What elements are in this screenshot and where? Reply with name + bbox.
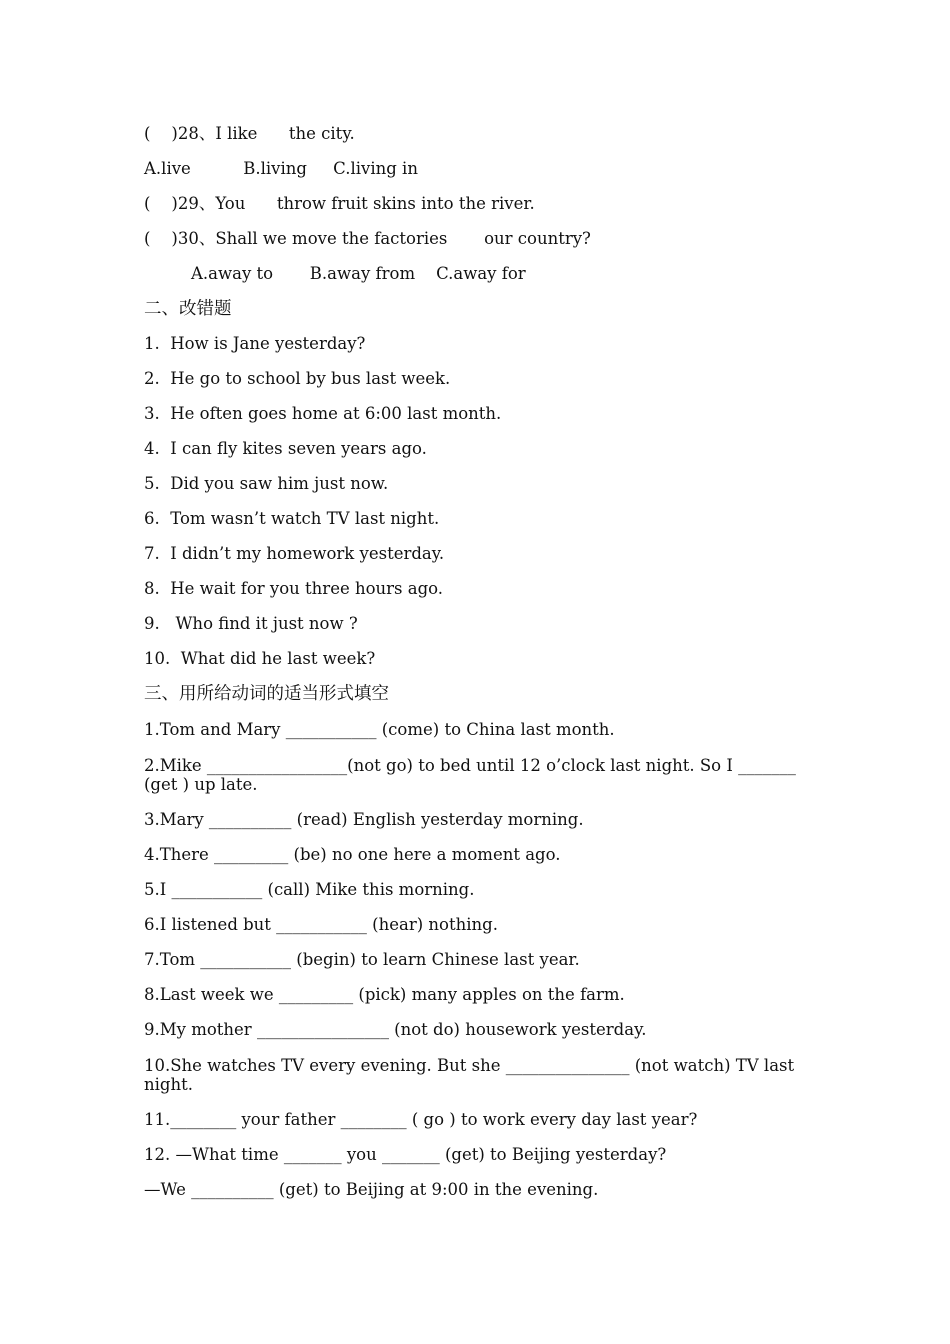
fill-item: 10.She watches TV every evening. But she _______________ (not watch) TV last night. [144, 1056, 800, 1094]
error-item: 2. He go to school by bus last week. [144, 369, 451, 388]
error-item: 8. He wait for you three hours ago. [144, 579, 444, 598]
fill-item: 4.There _________ (be) no one here a moment ago. [144, 845, 561, 864]
error-item: 4. I can fly kites seven years ago. [144, 439, 427, 458]
fill-item: 6.I listened but ___________ (hear) nothing. [144, 915, 498, 934]
error-item: 7. I didn’t my homework yesterday. [144, 544, 445, 563]
question-30-options: A.away to B.away from C.away for [191, 264, 526, 283]
fill-item: 3.Mary __________ (read) English yesterday morning. [144, 810, 584, 829]
fill-item: 7.Tom ___________ (begin) to learn Chinese last year. [144, 950, 580, 969]
fill-item: 5.I ___________ (call) Mike this morning. [144, 880, 475, 899]
fill-item: 1.Tom and Mary ___________ (come) to China last month. [144, 720, 615, 739]
fill-item: 2.Mike _________________(not go) to bed until 12 o’clock last night. So I _______ (get ) up late. [144, 756, 802, 794]
question-28: ( )28、I like the city. [144, 124, 355, 143]
section-2-title: 二、改错题 [144, 299, 232, 319]
fill-item: 8.Last week we _________ (pick) many apples on the farm. [144, 985, 625, 1004]
question-30: ( )30、Shall we move the factories our country? [144, 229, 591, 248]
section-3-title: 三、用所给动词的适当形式填空 [144, 684, 389, 704]
error-item: 3. He often goes home at 6:00 last month. [144, 404, 502, 423]
fill-item-answer: —We __________ (get) to Beijing at 9:00 in the evening. [144, 1180, 599, 1199]
error-item: 5. Did you saw him just now. [144, 474, 389, 493]
error-item: 6. Tom wasn’t watch TV last night. [144, 509, 440, 528]
question-28-options: A.live B.living C.living in [144, 159, 418, 178]
error-item: 9. Who find it just now ? [144, 614, 358, 633]
fill-item: 12. —What time _______ you _______ (get) to Beijing yesterday? [144, 1145, 667, 1164]
fill-item: 9.My mother ________________ (not do) housework yesterday. [144, 1020, 647, 1039]
error-item: 1. How is Jane yesterday? [144, 334, 366, 353]
fill-item: 11.________ your father ________ ( go ) to work every day last year? [144, 1110, 698, 1129]
error-item: 10. What did he last week? [144, 649, 376, 668]
question-29: ( )29、You throw fruit skins into the river. [144, 194, 535, 213]
